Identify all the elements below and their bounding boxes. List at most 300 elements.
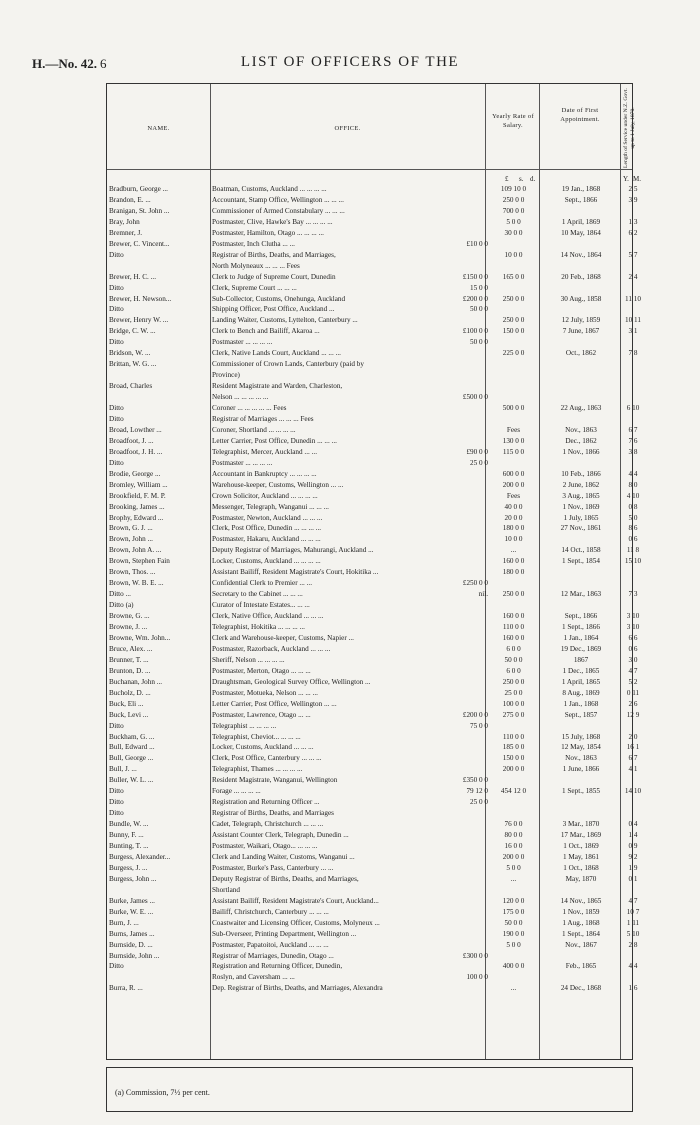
appointment-date xyxy=(541,808,621,818)
office-text: Clerk, Post Office, Dunedin ... ... ... ... xyxy=(212,524,322,533)
office-text: Resident Magistrate, Wanganui, Wellington xyxy=(212,776,338,785)
office-description xyxy=(210,502,488,512)
yearly-salary: 250 0 0 xyxy=(502,195,525,204)
service-length: 2 4 xyxy=(628,272,638,281)
office-text: Province) xyxy=(212,371,240,380)
table-row xyxy=(107,359,634,369)
officers-table xyxy=(106,83,642,1060)
appointment-date: 14 Nov., 1865 xyxy=(560,896,602,905)
appointment-date: 1867 xyxy=(573,655,589,664)
office-description xyxy=(210,907,488,917)
office-text: Telegraphist, Thames ... ... ... ... xyxy=(212,765,303,774)
office-text: Postmaster, Merton, Otago ... ... ... xyxy=(212,666,311,675)
yearly-salary: 5 0 0 xyxy=(506,217,521,226)
yearly-salary: 100 0 0 xyxy=(502,699,525,708)
appointment-date: Sept., 1866 xyxy=(564,612,598,621)
service-length xyxy=(622,721,644,731)
officer-name: Burgess, J. ... xyxy=(109,863,148,872)
office-description xyxy=(210,556,488,566)
officer-name: Bridge, C. W. ... xyxy=(109,327,156,336)
officer-name: Ditto xyxy=(109,809,124,818)
document-reference: H.—No. 42. xyxy=(32,56,97,71)
office-description xyxy=(210,786,488,796)
yearly-salary xyxy=(487,239,540,249)
service-length xyxy=(622,414,644,424)
office-description xyxy=(210,228,488,238)
office-text: Letter Carrier, Post Office, Dunedin ... ... ... xyxy=(212,436,337,445)
office-text: Commissioner of Armed Constabulary ... ... ... xyxy=(212,206,345,215)
column-header-length: Length of Service under N.Z. Govt. up to 1 July, 1870. xyxy=(623,88,636,168)
component-amount: 15 0 0 xyxy=(470,283,488,292)
officer-name: Brown, G. J. ... xyxy=(109,524,153,533)
service-length: 4 7 xyxy=(628,666,638,675)
office-description xyxy=(210,874,488,884)
officer-name: Browne, J. ... xyxy=(109,623,148,631)
yearly-salary: 600 0 0 xyxy=(502,469,525,478)
office-description xyxy=(210,644,488,654)
yearly-salary: 190 0 0 xyxy=(502,929,525,938)
officer-name: Ditto xyxy=(109,250,124,259)
officer-name xyxy=(107,972,212,982)
service-length: 2 6 xyxy=(628,699,638,708)
table-row xyxy=(107,294,641,304)
table-row xyxy=(107,940,638,950)
table-row xyxy=(107,272,638,282)
service-length: 1 9 xyxy=(628,863,638,872)
yearly-salary xyxy=(487,304,540,314)
appointment-date xyxy=(541,567,621,577)
yearly-salary xyxy=(487,775,540,785)
table-row xyxy=(107,337,634,347)
appointment-date: 10 Feb., 1866 xyxy=(561,469,601,478)
office-description xyxy=(210,710,488,720)
officer-name: Brown, W. B. E. ... xyxy=(109,579,164,588)
table-row xyxy=(107,239,634,249)
yearly-salary xyxy=(487,381,540,391)
office-description xyxy=(210,983,488,993)
office-description xyxy=(210,797,488,807)
appointment-date: 1 Dec., 1865 xyxy=(562,666,600,675)
appointment-date: 1 Sept., 1866 xyxy=(562,623,600,631)
appointment-date: 19 Dec., 1869 xyxy=(560,644,602,653)
yearly-salary: 180 0 0 xyxy=(502,568,525,577)
yearly-salary: 30 0 0 xyxy=(504,228,523,237)
office-text: Registration and Returning Officer ... xyxy=(212,798,320,807)
service-length: 5 0 xyxy=(628,513,638,522)
yearly-salary xyxy=(487,370,540,380)
office-text: Letter Carrier, Post Office, Wellington ... ... xyxy=(212,699,337,708)
yearly-salary: 6 0 0 xyxy=(506,666,521,675)
yearly-salary: 150 0 0 xyxy=(502,327,525,336)
office-description xyxy=(210,337,488,347)
service-length xyxy=(622,578,644,588)
office-text: Bailiff, Christchurch, Canterbury ... ... ... xyxy=(212,907,329,916)
office-description xyxy=(210,545,488,555)
officer-name: Brophy, Edward ... xyxy=(109,513,164,522)
yearly-salary: 120 0 0 xyxy=(502,896,525,905)
yearly-salary: ... xyxy=(510,874,517,883)
appointment-date: 15 July, 1868 xyxy=(561,732,601,741)
office-text: Postmaster, Hakaru, Auckland ... ... ... xyxy=(212,535,321,544)
office-text: Clerk, Native Lands Court, Auckland ... ... ... xyxy=(212,349,341,358)
appointment-date xyxy=(541,534,621,544)
service-length xyxy=(622,304,644,314)
appointment-date: 1 Nov., 1869 xyxy=(562,502,600,511)
yearly-salary xyxy=(487,283,540,293)
office-text: Draughtsman, Geological Survey Office, Wellington ... xyxy=(212,677,371,686)
office-text: Accountant in Bankruptcy ... ... ... ... xyxy=(212,469,317,478)
office-description xyxy=(210,600,488,610)
appointment-date: Nov., 1863 xyxy=(565,425,597,434)
service-length: 10 7 xyxy=(626,907,640,916)
office-text: Clerk and Landing Waiter, Customs, Wanganui ... xyxy=(212,852,355,861)
office-description xyxy=(210,348,488,358)
appointment-date: 27 Nov., 1861 xyxy=(560,524,602,533)
office-description xyxy=(210,940,488,950)
appointment-date: 1 April, 1869 xyxy=(561,217,601,226)
yearly-salary xyxy=(487,721,540,731)
yearly-salary: 160 0 0 xyxy=(502,612,525,621)
unit-shilling: s. xyxy=(519,175,524,183)
appointment-date: 1 Sept., 1864 xyxy=(562,929,600,938)
officer-name: Brodie, George ... xyxy=(109,469,161,478)
yearly-salary xyxy=(487,797,540,807)
office-description xyxy=(210,195,488,205)
office-description xyxy=(210,961,488,971)
appointment-date xyxy=(541,359,621,369)
office-text: Assistant Counter Clerk, Telegraph, Dunedin ... xyxy=(212,831,349,840)
office-text: Postmaster, Motueka, Nelson ... ... ... xyxy=(212,688,318,697)
office-text: Curator of Intestate Estates... ... ... xyxy=(212,601,310,610)
service-length: 3 0 xyxy=(628,655,638,664)
appointment-date: 1 Oct., 1869 xyxy=(563,842,599,850)
component-amount: 50 0 0 xyxy=(470,338,488,347)
office-text: Clerk, Post Office, Canterbury ... ... ... xyxy=(212,754,322,763)
appointment-date: Nov., 1867 xyxy=(565,940,597,949)
column-header-office: OFFICE. xyxy=(334,125,361,132)
service-length: 6 2 xyxy=(628,228,638,237)
service-length: 4 7 xyxy=(628,896,638,905)
service-length xyxy=(622,600,644,610)
officer-name: Burke, James ... xyxy=(109,896,155,905)
officer-name: Burgess, John ... xyxy=(109,874,157,883)
office-description xyxy=(210,885,488,895)
service-length xyxy=(622,808,644,818)
service-length: 0 6 xyxy=(628,644,638,653)
office-text: Deputy Registrar of Births, Deaths, and Marriages, xyxy=(212,874,359,883)
table-row xyxy=(107,480,638,490)
office-text: Secretary to the Cabinet ... ... ... xyxy=(212,590,303,599)
office-description xyxy=(210,447,488,457)
footnote: (a) Commission, 7½ per cent. xyxy=(115,1088,210,1097)
officer-name: Brittan, W. G. ... xyxy=(109,360,157,369)
officer-name: Bucholz, D. ... xyxy=(109,688,151,697)
service-length: 16 1 xyxy=(626,743,640,752)
office-description xyxy=(210,633,488,643)
officer-name: Bruce, Alex. ... xyxy=(109,644,153,653)
yearly-salary: 10 0 0 xyxy=(504,535,523,544)
yearly-salary: 225 0 0 xyxy=(502,349,525,358)
officer-name: Brown, John A. ... xyxy=(109,546,162,555)
yearly-salary: ... xyxy=(510,984,517,993)
office-text: Accountant, Stamp Office, Wellington ... ... ... xyxy=(212,195,344,204)
office-text: Dep. Registrar of Births, Deaths, and Marriages, Alexandra xyxy=(212,984,383,993)
officer-name: Bromley, William ... xyxy=(109,480,168,489)
yearly-salary: 185 0 0 xyxy=(502,743,525,752)
office-text: Landing Waiter, Customs, Lyttelton, Canterbury ... xyxy=(212,316,358,325)
service-length xyxy=(622,337,644,347)
office-text: Shortland xyxy=(212,885,240,894)
office-text: Coroner, Shortland ... ... ... ... xyxy=(212,425,296,434)
office-description xyxy=(210,622,488,632)
office-description xyxy=(210,589,488,599)
column-header-appointment: Date of First Appointment. xyxy=(560,107,600,123)
officer-name: Burnside, D. ... xyxy=(109,940,153,949)
service-length: 7 6 xyxy=(628,436,638,445)
table-row xyxy=(107,436,638,446)
table-row xyxy=(107,491,640,501)
yearly-salary: 500 0 0 xyxy=(502,404,525,412)
service-length xyxy=(622,951,644,961)
yearly-salary xyxy=(487,600,540,610)
yearly-salary: 160 0 0 xyxy=(502,557,525,566)
office-text: Postmaster, Burke's Pass, Canterbury ... ... xyxy=(212,863,334,872)
component-amount: £350 0 0 xyxy=(462,776,488,785)
service-length: 5 2 xyxy=(628,677,638,686)
yearly-salary: 76 0 0 xyxy=(504,820,523,829)
appointment-date xyxy=(541,239,621,249)
officer-name: Burns, James ... xyxy=(109,929,155,938)
service-length xyxy=(622,797,644,807)
appointment-date: 1 Aug., 1868 xyxy=(562,918,600,927)
yearly-salary: 20 0 0 xyxy=(504,513,523,522)
appointment-date: 30 Aug., 1858 xyxy=(560,294,602,303)
appointment-date: 20 Feb., 1868 xyxy=(561,272,601,281)
office-text: Clerk and Warehouse-keeper, Customs, Napier ... xyxy=(212,633,354,642)
yearly-salary: 160 0 0 xyxy=(502,633,525,642)
table-row xyxy=(107,797,634,807)
office-text: Telegraphist, Mercer, Auckland ... ... xyxy=(212,447,317,456)
office-description xyxy=(210,578,488,588)
appointment-date: Oct., 1862 xyxy=(565,349,597,358)
component-amount: £200 0 0 xyxy=(462,710,488,719)
appointment-date: 1 Jan., 1864 xyxy=(563,633,599,642)
table-row xyxy=(107,348,638,358)
appointment-date xyxy=(541,304,621,314)
appointment-date: 14 Nov., 1864 xyxy=(560,250,602,259)
office-text: Registrar of Marriages ... ... ... Fees xyxy=(212,414,314,423)
office-text: Coroner ... ... ... ... ... Fees xyxy=(212,404,287,412)
officer-name: Ditto ... xyxy=(109,590,131,599)
service-length: 6 6 xyxy=(628,633,638,642)
service-length: 3 10 xyxy=(626,612,640,621)
office-description xyxy=(210,315,488,325)
officer-name: Bradburn, George ... xyxy=(109,185,168,193)
service-length: 7 3 xyxy=(628,590,638,599)
service-length: 1 11 xyxy=(626,918,640,927)
service-length: 14 10 xyxy=(624,787,642,796)
yearly-salary: 110 0 0 xyxy=(502,623,525,631)
yearly-salary: Fees xyxy=(506,425,521,434)
office-description xyxy=(210,732,488,742)
component-amount: £100 0 0 xyxy=(462,327,488,336)
office-description xyxy=(210,206,488,216)
officer-name: Ditto (a) xyxy=(109,601,134,610)
service-length: 4 4 xyxy=(628,962,638,971)
appointment-date xyxy=(541,600,621,610)
appointment-date xyxy=(541,283,621,293)
service-length: 8 0 xyxy=(628,480,638,489)
appointment-date: Feb., 1865 xyxy=(565,962,597,971)
appointment-date: 12 Mar., 1863 xyxy=(560,590,602,599)
office-text: Confidential Clerk to Premier ... ... xyxy=(212,579,313,588)
table-row xyxy=(107,655,638,665)
officer-name: Brandon, E. ... xyxy=(109,195,151,204)
yearly-salary xyxy=(487,392,540,402)
officer-name: Brookfield, F. M. P. xyxy=(109,491,166,500)
yearly-salary: 275 0 0 xyxy=(502,710,525,719)
yearly-salary: 5 0 0 xyxy=(506,863,521,872)
yearly-salary: 10 0 0 xyxy=(504,250,523,259)
table-row xyxy=(107,666,638,676)
table-row xyxy=(107,929,640,939)
officer-name: Bridson, W. ... xyxy=(109,349,151,358)
officer-name xyxy=(107,392,212,402)
yearly-salary: Fees xyxy=(506,491,521,500)
appointment-date xyxy=(541,578,621,588)
officer-name: Brunner, T. ... xyxy=(109,655,149,664)
yearly-salary xyxy=(487,885,540,895)
appointment-date: 22 Aug., 1863 xyxy=(560,404,602,412)
office-text: Telegraphist, Hokitika ... ... ... ... xyxy=(212,623,305,631)
yearly-salary xyxy=(487,359,540,369)
service-length: 0 4 xyxy=(628,820,638,829)
yearly-salary: 200 0 0 xyxy=(502,852,525,861)
component-amount: £200 0 0 xyxy=(462,294,488,303)
service-length: 6 7 xyxy=(628,754,638,763)
table-row xyxy=(107,764,638,774)
office-description xyxy=(210,381,488,391)
officer-name xyxy=(107,261,212,271)
office-description xyxy=(210,359,488,369)
office-description xyxy=(210,896,488,906)
office-description xyxy=(210,513,488,523)
table-row xyxy=(107,589,638,599)
service-length: 5 10 xyxy=(626,929,640,938)
office-description xyxy=(210,414,488,424)
yearly-salary: 130 0 0 xyxy=(502,436,525,445)
appointment-date: 1 April, 1865 xyxy=(561,677,601,686)
table-row xyxy=(107,469,638,479)
service-length xyxy=(622,283,644,293)
yearly-salary xyxy=(487,458,540,468)
table-row xyxy=(107,250,638,260)
table-row xyxy=(107,513,638,523)
service-length: 12 9 xyxy=(626,710,640,719)
table-row xyxy=(107,567,634,577)
appointment-date xyxy=(541,206,621,216)
table-row xyxy=(107,732,638,742)
officer-name: Ditto xyxy=(109,787,124,796)
table-row xyxy=(107,261,634,271)
table-row xyxy=(107,502,638,512)
office-description xyxy=(210,808,488,818)
appointment-date: 1 Oct., 1868 xyxy=(563,863,599,872)
officer-name: Buchanan, John ... xyxy=(109,677,163,686)
office-description xyxy=(210,480,488,490)
service-length xyxy=(622,972,644,982)
table-row xyxy=(107,315,641,325)
officer-name: Brewer, H. Newson... xyxy=(109,294,172,303)
officer-name: Ditto xyxy=(109,305,124,314)
appointment-date: Dec., 1862 xyxy=(565,436,597,445)
table-row xyxy=(107,611,640,621)
yearly-salary xyxy=(487,414,540,424)
table-row xyxy=(107,753,638,763)
component-amount: 25 0 0 xyxy=(470,798,488,807)
yearly-salary: 150 0 0 xyxy=(502,754,525,763)
officer-name: Ditto xyxy=(109,721,124,730)
office-description xyxy=(210,611,488,621)
officer-name: Bull, Edward ... xyxy=(109,743,155,752)
office-text: Registration and Returning Officer, Dunedin, xyxy=(212,962,343,971)
service-length xyxy=(622,239,644,249)
table-row xyxy=(107,742,640,752)
office-text: Boatman, Customs, Auckland ... ... ... ... xyxy=(212,185,327,193)
office-description xyxy=(210,852,488,862)
officer-name xyxy=(107,370,212,380)
table-row xyxy=(107,863,638,873)
appointment-date: May, 1870 xyxy=(565,874,597,883)
office-description xyxy=(210,436,488,446)
component-amount: £10 0 0 xyxy=(466,239,488,248)
service-length: 2 0 xyxy=(628,732,638,741)
office-text: North Molyneaux ... ... ... Fees xyxy=(212,261,300,270)
service-length: 4 1 xyxy=(628,765,638,774)
page-number: 6 xyxy=(100,56,107,71)
officer-name: Bunny, F. ... xyxy=(109,831,144,840)
component-amount: 50 0 0 xyxy=(470,305,488,314)
office-text: Sheriff, Nelson ... ... ... ... xyxy=(212,655,285,664)
office-text: Assistant Bailiff, Resident Magistrate's Court, Auckland... xyxy=(212,896,379,905)
officer-name: Ditto xyxy=(109,962,124,971)
appointment-date xyxy=(541,392,621,402)
table-row xyxy=(107,852,638,862)
yearly-salary: 16 0 0 xyxy=(504,842,523,850)
table-row xyxy=(107,392,634,402)
officer-name: Broad, Charles xyxy=(109,382,153,391)
office-text: Clerk, Native Office, Auckland ... ... ... xyxy=(212,612,324,621)
service-length: 6 7 xyxy=(628,425,638,434)
service-length xyxy=(622,206,644,216)
office-text: Clerk, Supreme Court ... ... ... xyxy=(212,283,297,292)
appointment-date xyxy=(541,775,621,785)
yearly-salary: ... xyxy=(510,546,517,555)
service-length: 1 4 xyxy=(628,831,638,840)
office-text: Postmaster, Lawrence, Otago ... ... xyxy=(212,710,311,719)
appointment-date xyxy=(541,797,621,807)
table-row xyxy=(107,644,638,654)
officer-name: Buck, Eli ... xyxy=(109,699,144,708)
office-text: Postmaster, Clive, Hawke's Bay ... ... ... ... xyxy=(212,217,333,226)
unit-pound: £ xyxy=(505,175,509,183)
office-description xyxy=(210,304,488,314)
office-text: Crown Solicitor, Auckland ... ... ... ... xyxy=(212,491,318,500)
service-length xyxy=(622,381,644,391)
unit-years: Y. xyxy=(623,175,629,183)
office-description xyxy=(210,972,488,982)
officer-name xyxy=(107,885,212,895)
